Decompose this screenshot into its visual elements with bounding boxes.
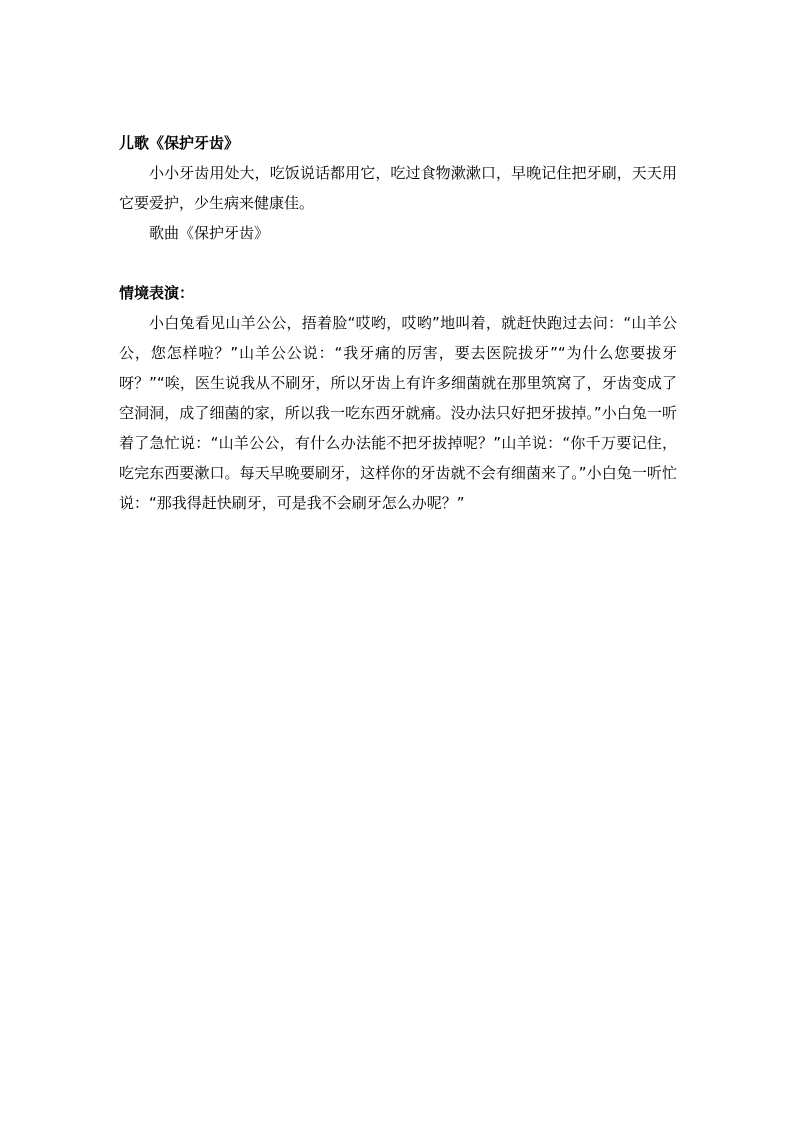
nursery-rhyme-heading: 儿歌《保护牙齿》 <box>119 134 240 152</box>
role-play-heading: 情境表演： <box>119 284 195 302</box>
section-spacer <box>119 248 677 278</box>
role-play-story: 小白兔看见山羊公公，捂着脸“哎哟，哎哟”地叫着，就赶快跑过去问：“山羊公公，您怎样啦？”山羊公公说：“我牙痛的厉害，要去医院拔牙”“为什么您要拔牙呀？”“唉，医生说我从不刷牙，所以牙齿上有许多细菌就在那里筑窝了，牙齿变成了空洞洞，成了细菌的家，所以我一吃东西牙就痛。没办法只好把牙拔掉。”小白兔一听着了急忙说：“山羊公公，有什么办法能不把牙拔掉呢？”山羊说：“你千万要记住，吃完东西要漱口。每天早晚要刷牙，这样你的牙齿就不会有细菌来了。”小白兔一听忙说：“那我得赶快刷牙，可是我不会刷牙怎么办呢？” <box>119 314 677 512</box>
document-body <box>119 128 677 518</box>
song-title: 歌曲《保护牙齿》 <box>149 224 270 242</box>
nursery-rhyme-text: 小小牙齿用处大，吃饭说话都用它，吃过食物漱漱口，早晚记住把牙刷，天天用它要爱护，少生病来健康佳。 <box>119 164 677 212</box>
